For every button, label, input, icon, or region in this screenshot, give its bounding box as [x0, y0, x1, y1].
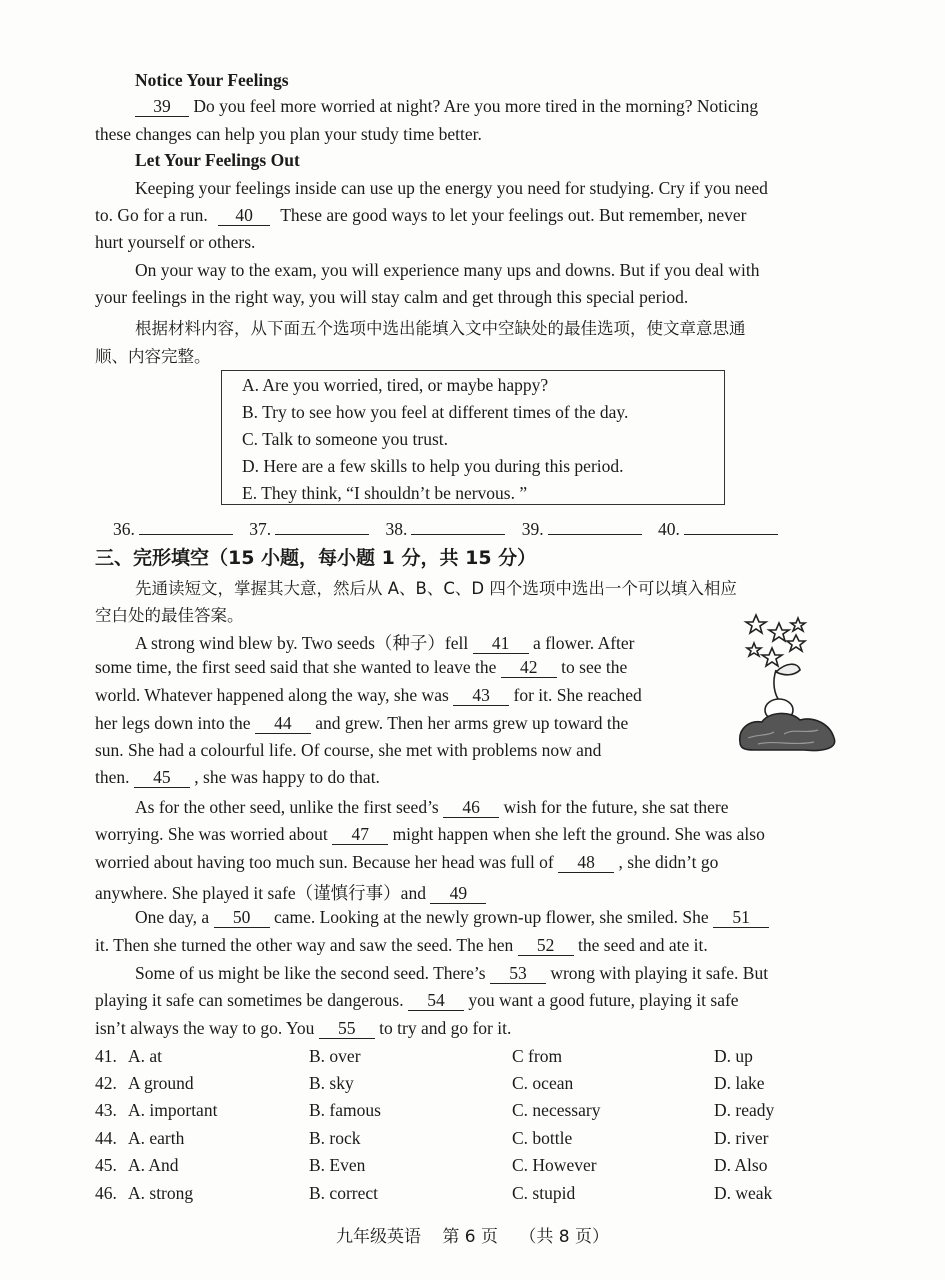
cloze-text: As for the other seed, unlike the first seed’s	[135, 797, 439, 817]
answer-label-38: 38.	[385, 519, 408, 539]
blank-55[interactable]: 55	[319, 1019, 375, 1039]
answer-blank-37[interactable]	[275, 516, 369, 535]
seedling-illustration	[734, 610, 844, 760]
choice-b[interactable]: B. over	[309, 1046, 361, 1066]
question-number: 44.	[95, 1128, 117, 1148]
cloze-text: , she didn’t go	[618, 852, 719, 872]
choice-b[interactable]: B. famous	[309, 1100, 381, 1120]
cloze-text: Some of us might be like the second seed. There’s	[135, 963, 486, 983]
blank-53[interactable]: 53	[490, 964, 546, 984]
notice-heading: Notice Your Feelings	[135, 70, 289, 90]
cloze-text: A strong wind blew by. Two seeds（种子）fell	[135, 633, 469, 653]
cloze-text: to try and go for it.	[379, 1018, 512, 1038]
star-icon	[787, 635, 805, 651]
answer-label-39: 39.	[521, 519, 544, 539]
star-icon	[746, 615, 766, 633]
cloze-line2	[95, 657, 715, 678]
blank-48[interactable]: 48	[558, 853, 614, 873]
choice-c[interactable]: C. bottle	[512, 1128, 573, 1148]
p2-text2a: to. Go for a run.	[95, 205, 208, 225]
question-number: 43.	[95, 1100, 117, 1120]
star-icon	[791, 618, 805, 631]
cloze-text: the seed and ate it.	[578, 935, 708, 955]
cloze-text: her legs down into the	[95, 713, 251, 733]
cloze-line14	[95, 990, 853, 1011]
choice-d[interactable]: D. weak	[714, 1183, 773, 1203]
section3-instr-line2: 空白处的最佳答案。	[95, 606, 244, 625]
footer-page: 第 6 页	[442, 1227, 498, 1247]
choice-c[interactable]: C. stupid	[512, 1183, 576, 1203]
p1-text1: Do you feel more worried at night? Are you more tired in the morning? Noticing	[193, 96, 759, 116]
p3-line2: your feelings in the right way, you will stay calm and get through this special period.	[95, 287, 689, 307]
instruction1-line1: 根据材料内容，从下面五个选项中选出能填入文中空缺处的最佳选项，使文章意思通	[135, 319, 746, 338]
cloze-line11	[135, 907, 853, 928]
blank-43[interactable]: 43	[453, 686, 509, 706]
cloze-text: , she was happy to do that.	[194, 767, 380, 787]
cloze-line6	[95, 767, 715, 788]
blank-42[interactable]: 42	[501, 658, 557, 678]
answer-blanks	[113, 516, 790, 540]
cloze-text: then.	[95, 767, 130, 787]
cloze-text: a flower. After	[532, 633, 635, 653]
choice-d[interactable]: D. Also	[714, 1155, 768, 1175]
blank-46[interactable]: 46	[443, 798, 499, 818]
cloze-line4	[95, 713, 715, 734]
options-box	[221, 370, 725, 505]
option-a: A. Are you worried, tired, or maybe happy?	[242, 375, 549, 395]
blank-39[interactable]: 39	[135, 97, 189, 117]
option-c: C. Talk to someone you trust.	[242, 429, 449, 449]
choice-a[interactable]: A. earth	[128, 1128, 185, 1148]
question-number: 41.	[95, 1046, 117, 1066]
p1-line1	[135, 96, 853, 117]
p1-line2: these changes can help you plan your study time better.	[95, 124, 482, 144]
cloze-text: anywhere. She played it safe（谨慎行事）and	[95, 883, 426, 903]
p2-text2b: These are good ways to let your feelings out. But remember, never	[280, 205, 747, 225]
answer-label-36: 36.	[113, 519, 135, 539]
choice-a[interactable]: A. important	[128, 1100, 218, 1120]
choice-d[interactable]: D. up	[714, 1046, 753, 1066]
footer-total: （共 8 页）	[519, 1227, 610, 1247]
choice-a[interactable]: A. strong	[128, 1183, 194, 1203]
blank-40[interactable]: 40	[218, 206, 270, 226]
cloze-text: and grew. Then her arms grew up toward the	[315, 713, 629, 733]
blank-47[interactable]: 47	[332, 825, 388, 845]
answer-blank-38[interactable]	[411, 516, 505, 535]
star-icon	[747, 643, 761, 656]
blank-50[interactable]: 50	[214, 908, 270, 928]
answer-label-40: 40.	[658, 519, 680, 539]
cloze-text: might happen when she left the ground. She was also	[392, 824, 765, 844]
cloze-line15	[95, 1018, 853, 1039]
choice-d[interactable]: D. lake	[714, 1073, 765, 1093]
cloze-line1	[135, 630, 715, 655]
p2-line1: Keeping your feelings inside can use up the energy you need for studying. Cry if you need	[135, 178, 768, 198]
cloze-line8	[95, 824, 853, 845]
answer-label-37: 37.	[249, 519, 272, 539]
choice-c[interactable]: C. ocean	[512, 1073, 574, 1093]
blank-45[interactable]: 45	[134, 768, 190, 788]
blank-49[interactable]: 49	[430, 884, 486, 904]
section3-instr-line1: 先通读短文，掌握其大意，然后从 A、B、C、D 四个选项中选出一个可以填入相应	[135, 579, 737, 598]
blank-41[interactable]: 41	[473, 634, 529, 654]
p2-line2	[95, 205, 853, 226]
blank-54[interactable]: 54	[408, 991, 464, 1011]
choice-a[interactable]: A. at	[128, 1046, 163, 1066]
cloze-line9	[95, 852, 853, 873]
instruction1-line2: 顺、内容完整。	[95, 347, 211, 366]
cloze-text: came. Looking at the newly grown-up flower, she smiled. She	[273, 907, 709, 927]
letout-heading: Let Your Feelings Out	[135, 150, 300, 170]
cloze-text: worried about having too much sun. Because her head was full of	[95, 852, 554, 872]
choice-a[interactable]: A ground	[128, 1073, 194, 1093]
page-footer	[0, 1222, 945, 1247]
choice-d[interactable]: D. ready	[714, 1100, 775, 1120]
answer-blank-39[interactable]	[548, 516, 642, 535]
question-number: 45.	[95, 1155, 117, 1175]
star-icon	[762, 648, 782, 666]
question-number: 42.	[95, 1073, 117, 1093]
p3-line1: On your way to the exam, you will experience many ups and downs. But if you deal with	[135, 260, 760, 280]
cloze-line13	[135, 963, 853, 984]
choice-c[interactable]: C. However	[512, 1155, 597, 1175]
option-e: E. They think, “I shouldn’t be nervous. ”	[242, 483, 528, 503]
blank-52[interactable]: 52	[518, 936, 574, 956]
cloze-text: One day, a	[135, 907, 210, 927]
answer-blank-40[interactable]	[684, 516, 778, 535]
choice-c[interactable]: C. necessary	[512, 1100, 601, 1120]
choice-a[interactable]: A. And	[128, 1155, 179, 1175]
cloze-text: world. Whatever happened along the way, she was	[95, 685, 449, 705]
cloze-line7	[135, 797, 853, 818]
option-b: B. Try to see how you feel at different times of the day.	[242, 402, 629, 422]
cloze-line10	[95, 880, 853, 905]
cloze-text: worrying. She was worried about	[95, 824, 328, 844]
cloze-line12	[95, 935, 853, 956]
choice-b[interactable]: B. correct	[309, 1183, 378, 1203]
cloze-text: it. Then she turned the other way and saw the seed. The hen	[95, 935, 514, 955]
choice-b[interactable]: B. sky	[309, 1073, 354, 1093]
star-icon	[769, 623, 789, 641]
cloze-text: to see the	[561, 657, 628, 677]
choice-b[interactable]: B. rock	[309, 1128, 361, 1148]
cloze-text: playing it safe can sometimes be dangerous.	[95, 990, 404, 1010]
cloze-text: wrong with playing it safe. But	[550, 963, 769, 983]
cloze-text: isn’t always the way to go. You	[95, 1018, 315, 1038]
cloze-text: you want a good future, playing it safe	[468, 990, 739, 1010]
question-number: 46.	[95, 1183, 117, 1203]
blank-51[interactable]: 51	[713, 908, 769, 928]
choice-b[interactable]: B. Even	[309, 1155, 366, 1175]
cloze-text: wish for the future, she sat there	[503, 797, 729, 817]
cloze-line5: sun. She had a colourful life. Of course, she met with problems now and	[95, 740, 602, 760]
cloze-text: some time, the first seed said that she wanted to leave the	[95, 657, 497, 677]
cloze-text: for it. She reached	[513, 685, 642, 705]
footer-subject: 九年级英语	[335, 1227, 421, 1247]
answer-blank-36[interactable]	[139, 516, 233, 535]
choice-d[interactable]: D. river	[714, 1128, 769, 1148]
cloze-line3	[95, 685, 715, 706]
section3-title: 三、完形填空（15 小题，每小题 1 分，共 15 分）	[95, 547, 537, 569]
p2-line3: hurt yourself or others.	[95, 232, 256, 252]
option-d: D. Here are a few skills to help you during this period.	[242, 456, 624, 476]
choice-c[interactable]: C from	[512, 1046, 563, 1066]
blank-44[interactable]: 44	[255, 714, 311, 734]
